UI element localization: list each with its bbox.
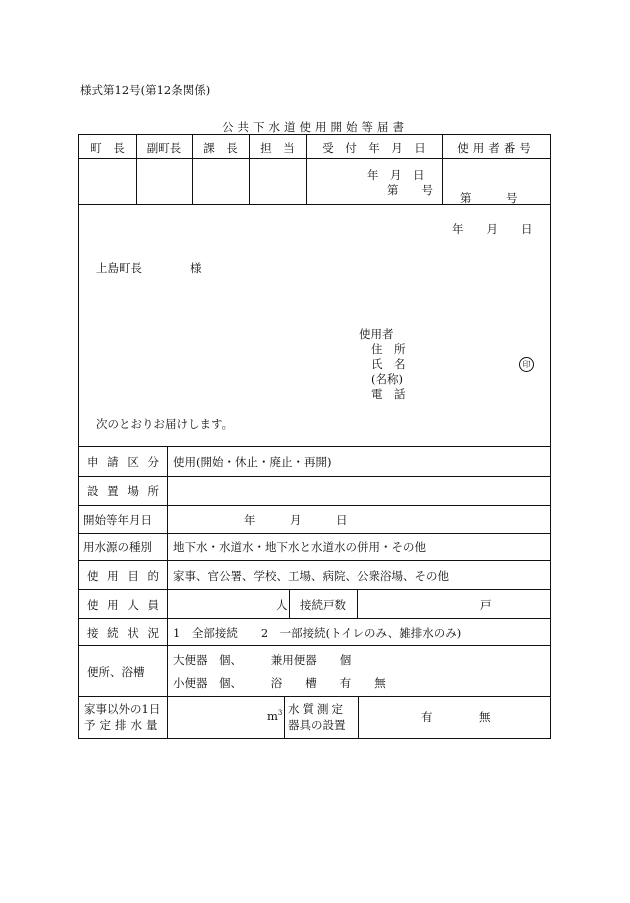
label-char: 設 <box>87 484 99 498</box>
honorific: 様 <box>190 261 202 275</box>
staff-header: 担 当 <box>260 141 295 155</box>
connection-label <box>79 625 167 641</box>
corporate-name-label: (名称) <box>371 372 403 386</box>
label-char: 的 <box>147 569 159 583</box>
closing-statement: 次のとおりお届けします。 <box>96 417 234 431</box>
toilet-label <box>79 664 167 680</box>
seal-icon: 印 <box>519 357 534 372</box>
notification-form <box>78 134 551 739</box>
deputy-header: 副町長 <box>146 141 182 155</box>
grid-line <box>79 696 550 697</box>
grid-line <box>79 476 550 477</box>
address-label: 住 所 <box>371 342 406 356</box>
water-source-label <box>79 539 167 555</box>
label-char: 請 <box>107 455 119 469</box>
category-label <box>79 454 167 470</box>
user-number-header: 使用者番号 <box>457 141 535 155</box>
persons-unit: 人 <box>276 598 288 612</box>
label-char: 区 <box>127 455 139 469</box>
label-char: 用 <box>107 569 119 583</box>
water-source-value: 地下水・水道水・地下水と水道水の併用・その他 <box>173 540 426 554</box>
phone-label: 電 話 <box>371 387 406 401</box>
label-char: 置 <box>107 484 119 498</box>
start-date-label-text: 開始等年月日 <box>83 513 152 527</box>
label-char: 接 <box>87 626 99 640</box>
grid-line <box>79 446 550 447</box>
document-title: 公共下水道使用開始等届書 <box>222 120 408 134</box>
persons-label <box>79 597 167 613</box>
label-char: 申 <box>87 455 99 469</box>
label-char: 目 <box>127 569 139 583</box>
connection-value: 1 全部接続 2 一部接続(トイレのみ、雑排水のみ) <box>173 626 462 640</box>
grid-line <box>79 158 550 159</box>
label-char: 状 <box>127 626 139 640</box>
discharge-label-line-1: 家事以外の1日 <box>84 702 161 716</box>
category-value: 使用(開始・休止・廃止・再開) <box>173 455 332 469</box>
grid-line <box>79 533 550 534</box>
discharge-unit-exponent: 3 <box>277 709 283 718</box>
label-char: 員 <box>147 598 159 612</box>
purpose-value: 家事、官公署、学校、工場、病院、公衆浴場、その他 <box>173 569 449 583</box>
meter-label-line-1: 水質測定 <box>288 702 346 716</box>
grid-line <box>167 446 168 738</box>
label-char: 使 <box>87 598 99 612</box>
label-char: 用 <box>107 598 119 612</box>
label-char: 使 <box>87 569 99 583</box>
label-char: 続 <box>107 626 119 640</box>
meter-label-line-2: 器具の設置 <box>288 718 346 732</box>
received-number-value: 第 号 <box>387 183 433 197</box>
chief-header: 町 長 <box>90 141 125 155</box>
grid-line <box>357 589 358 618</box>
addressee: 上島町長 <box>96 261 142 275</box>
notice-date: 年 月 日 <box>452 222 533 236</box>
received-date-value: 年 月 日 <box>367 168 425 182</box>
form-number: 様式第12号(第12条関係) <box>80 83 211 97</box>
start-date-value: 年 月 日 <box>244 513 348 527</box>
toilet-line-2: 小便器 個、 浴 槽 有 無 <box>173 676 386 690</box>
toilet-label-text: 便所、浴槽 <box>87 665 145 679</box>
households-label: 接続戸数 <box>300 598 346 612</box>
meter-yes: 有 <box>421 710 433 724</box>
grid-line <box>284 696 285 738</box>
discharge-unit-base: m <box>267 709 278 723</box>
purpose-label <box>79 568 167 584</box>
label-char: 所 <box>147 484 159 498</box>
grid-line <box>79 505 550 506</box>
user-number-value: 第 号 <box>460 191 518 205</box>
location-label <box>79 483 167 499</box>
label-char: 況 <box>147 626 159 640</box>
grid-line <box>358 696 359 738</box>
discharge-unit <box>267 709 282 723</box>
grid-line <box>79 618 550 619</box>
grid-line <box>79 560 550 561</box>
meter-no: 無 <box>479 710 491 724</box>
grid-line <box>79 589 550 590</box>
name-label: 氏 名 <box>371 357 406 371</box>
label-char: 分 <box>147 455 159 469</box>
households-unit: 戸 <box>480 598 492 612</box>
discharge-label-line-2: 予定排水量 <box>84 718 162 732</box>
label-char: 人 <box>127 598 139 612</box>
section-chief-header: 課 長 <box>203 141 238 155</box>
label-char: 場 <box>127 484 139 498</box>
toilet-line-1: 大便器 個、 兼用便器 個 <box>173 653 352 667</box>
start-date-label <box>79 512 167 528</box>
water-source-label-text: 用水源の種別 <box>83 540 152 554</box>
received-date-header: 受 付 年 月 日 <box>322 141 426 155</box>
applicant-heading: 使用者 <box>359 327 394 341</box>
seal-mark <box>519 356 534 372</box>
grid-line <box>79 645 550 646</box>
